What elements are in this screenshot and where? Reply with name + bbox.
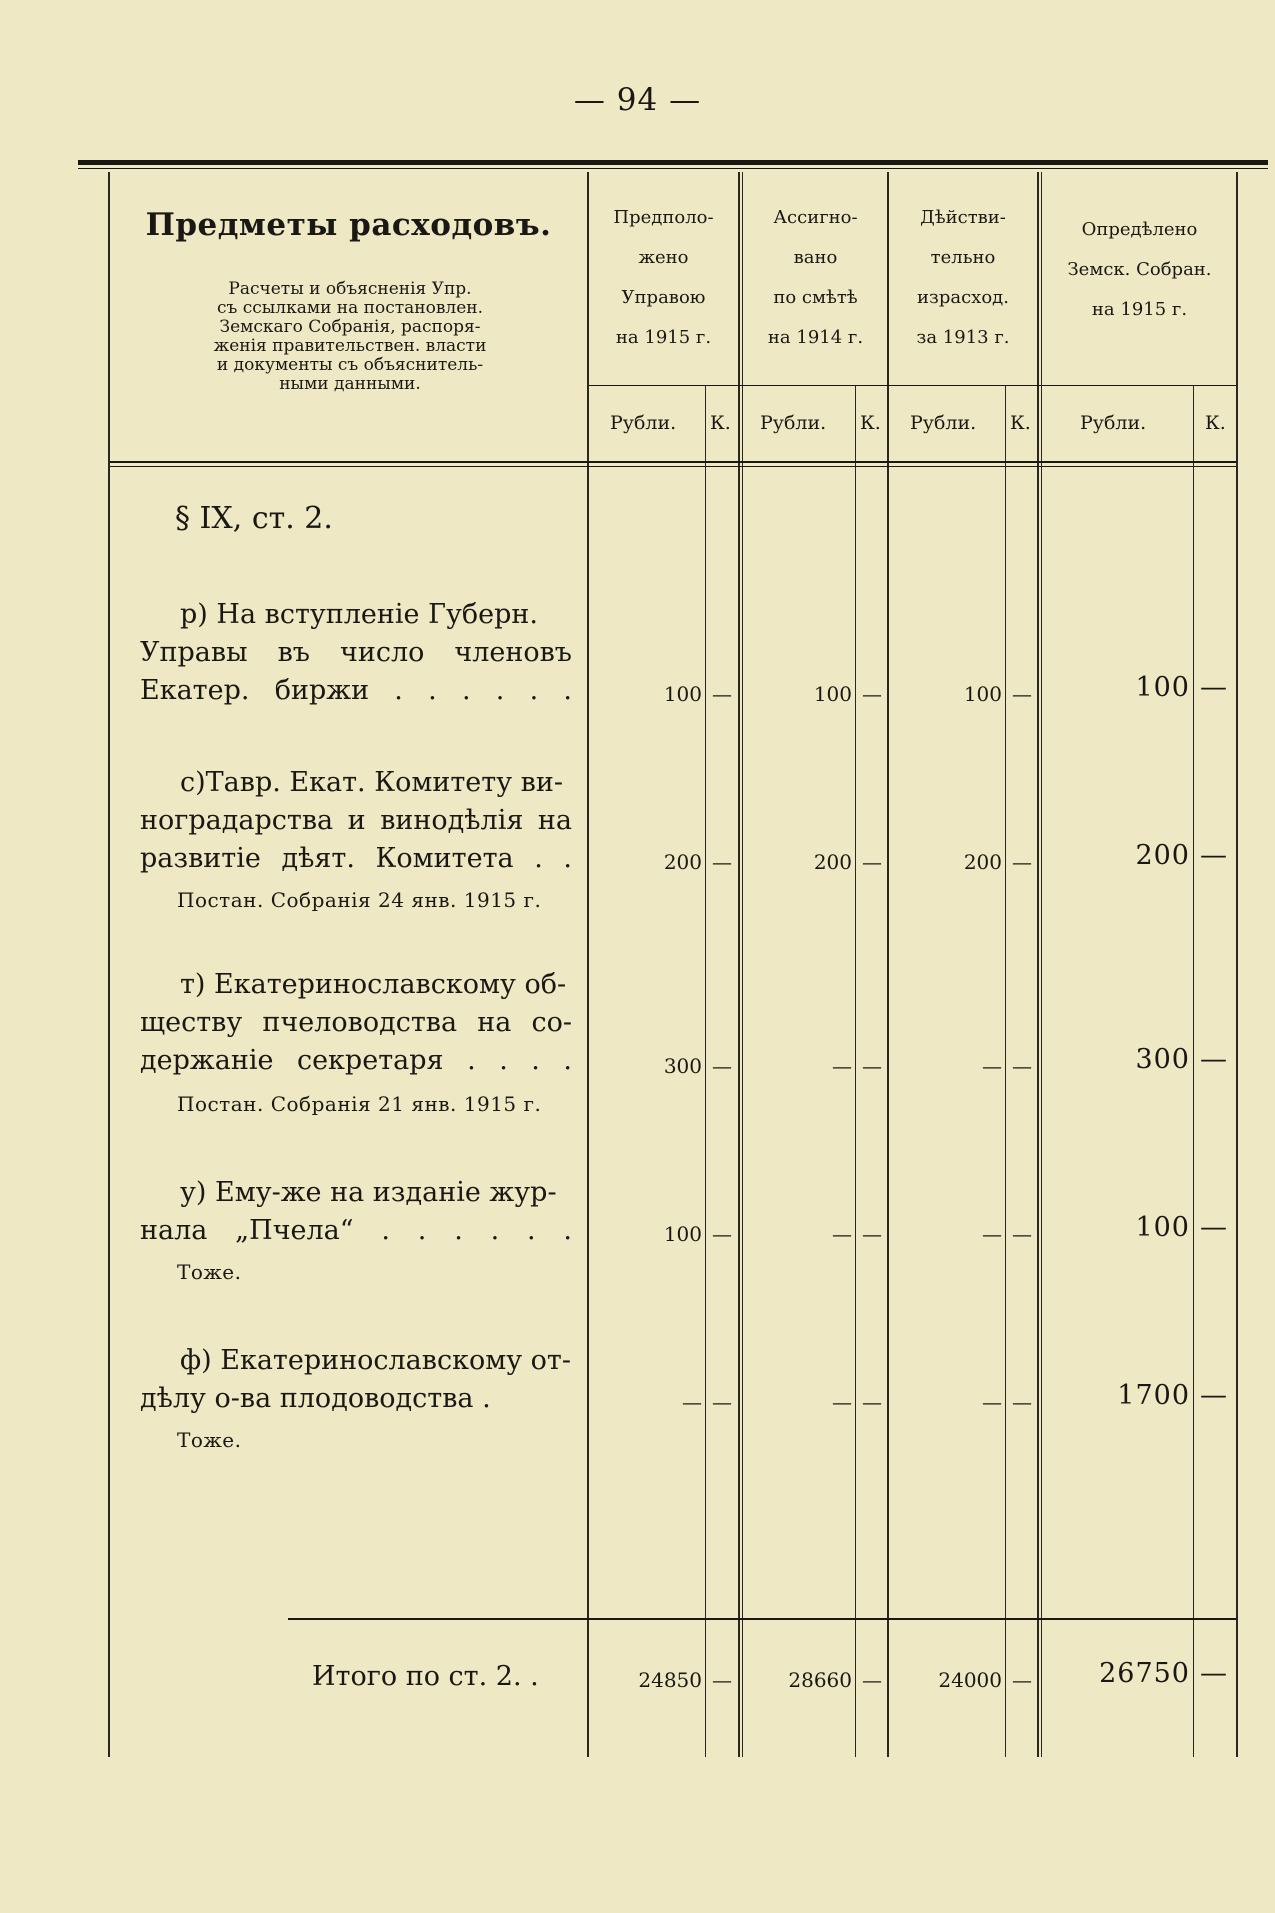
entry-t-note: Постан. Собранія 21 янв. 1915 г. [177, 1092, 542, 1116]
entry-s-determined-kop: — [1200, 840, 1227, 871]
table-border-left [108, 172, 110, 1757]
header-subtitle: Расчеты и объясненія Упр. съ ссылками на постановлен. Земскаго Собранія, распоря- женія правительствен. власти и документы съ объяснитель- ными данными. [213, 279, 487, 394]
column-header-proposed: Предполо- жено Управою на 1915 г. [613, 207, 714, 348]
col-divider-4 [1037, 172, 1039, 1757]
header-unit-rule [589, 385, 1236, 386]
entry-t-determined: 300 [1135, 1044, 1190, 1075]
entry-r-determined: 100 [1135, 672, 1190, 703]
entry-f-determined-kop: — [1200, 1380, 1227, 1411]
entry-u-assigned-kop: — [862, 1222, 882, 1246]
entry-s-proposed: 200 [663, 850, 702, 874]
column-header-spent: Дѣйстви- тельно израсход. за 1913 г. [916, 207, 1010, 348]
col-divider-2 [738, 172, 740, 1757]
entry-t-proposed-kop: — [712, 1054, 732, 1078]
entry-u-proposed: 100 [663, 1222, 702, 1246]
entry-r-spent: 100 [963, 682, 1002, 706]
entry-s-determined: 200 [1135, 840, 1190, 871]
entry-t-spent: — [982, 1054, 1002, 1078]
entry-f-assigned-kop: — [862, 1390, 882, 1414]
entry-t-assigned: — [832, 1054, 852, 1078]
column-header-determined: Опредѣлено Земск. Собран. на 1915 г. [1067, 219, 1212, 320]
total-determined-kop: — [1200, 1658, 1227, 1689]
entry-r-assigned: 100 [813, 682, 852, 706]
column-header-assigned: Ассигно- вано по смѣтѣ на 1914 г. [767, 207, 864, 348]
entry-s-assigned: 200 [813, 850, 852, 874]
entry-t-assigned-kop: — [862, 1054, 882, 1078]
col-divider-3 [887, 172, 889, 1757]
entry-f-spent: — [982, 1390, 1002, 1414]
entry-t: т) Екатеринославскому об- ществу пчеловодства на со- держаніе секретаря . . . . [140, 969, 572, 1076]
entry-f-assigned: — [832, 1390, 852, 1414]
total-assigned: 28660 [788, 1668, 852, 1692]
entry-f: ф) Екатеринославскому от- дѣлу о-ва плодоводства . [140, 1345, 571, 1414]
entry-u-proposed-kop: — [712, 1222, 732, 1246]
entry-s-spent: 200 [963, 850, 1002, 874]
entry-r-spent-kop: — [1012, 682, 1032, 706]
top-rule-thin [78, 168, 1268, 169]
entry-s-assigned-kop: — [862, 850, 882, 874]
total-proposed-kop: — [712, 1668, 732, 1692]
header-bottom-rule [110, 461, 1236, 463]
col-divider-1 [587, 172, 589, 1757]
table-border-right [1236, 172, 1238, 1757]
kop-divider-1 [705, 385, 706, 1757]
entry-s-spent-kop: — [1012, 850, 1032, 874]
unit-rubles-4: Рубли. [1080, 412, 1147, 434]
entry-r: р) На вступленіе Губерн. Управы въ число членовъ Екатер. биржи . . . . . . [140, 599, 572, 706]
entry-s-note: Постан. Собранія 24 янв. 1915 г. [177, 888, 542, 912]
entry-u-note: Тоже. [177, 1260, 242, 1284]
entry-u: у) Ему-же на изданіе жур- нала „Пчела“ . . . . . . [140, 1177, 572, 1246]
top-rule [78, 160, 1268, 165]
header-title: Предметы расходовъ. [145, 207, 552, 243]
entry-f-spent-kop: — [1012, 1390, 1032, 1414]
entry-f-determined: 1700 [1117, 1380, 1190, 1411]
entry-f-note: Тоже. [177, 1428, 242, 1452]
total-assigned-kop: — [862, 1668, 882, 1692]
page-number: — 94 — [573, 82, 702, 118]
unit-rubles-3: Рубли. [910, 412, 977, 434]
entry-u-determined: 100 [1135, 1212, 1190, 1243]
header-bottom-rule-2 [110, 466, 1236, 467]
total-rule [288, 1618, 1236, 1620]
unit-rubles-1: Рубли. [610, 412, 677, 434]
entry-r-assigned-kop: — [862, 682, 882, 706]
entry-s-proposed-kop: — [712, 850, 732, 874]
col-divider-2b [742, 172, 743, 1757]
unit-kop-1: К. [710, 412, 731, 434]
entry-r-proposed-kop: — [712, 682, 732, 706]
unit-kop-3: К. [1010, 412, 1031, 434]
unit-kop-4: К. [1205, 412, 1226, 434]
entry-f-proposed: — [682, 1390, 702, 1414]
entry-u-assigned: — [832, 1222, 852, 1246]
total-determined: 26750 [1099, 1658, 1190, 1689]
col-divider-4b [1041, 172, 1042, 1757]
total-spent-kop: — [1012, 1668, 1032, 1692]
unit-rubles-2: Рубли. [760, 412, 827, 434]
unit-kop-2: К. [860, 412, 881, 434]
entry-t-spent-kop: — [1012, 1054, 1032, 1078]
total-spent: 24000 [938, 1668, 1002, 1692]
kop-divider-4 [1193, 385, 1194, 1757]
entry-f-proposed-kop: — [712, 1390, 732, 1414]
entry-u-determined-kop: — [1200, 1212, 1227, 1243]
entry-u-spent-kop: — [1012, 1222, 1032, 1246]
entry-s: с)Тавр. Екат. Комитету ви- ноградарства и винодѣлія на развитіе дѣят. Комитета . . [140, 767, 572, 874]
entry-r-determined-kop: — [1200, 672, 1227, 703]
entry-t-determined-kop: — [1200, 1044, 1227, 1075]
section-heading: § IX, ст. 2. [175, 501, 333, 536]
total-label: Итого по ст. 2. . [312, 1661, 539, 1692]
entry-t-proposed: 300 [663, 1054, 702, 1078]
entry-u-spent: — [982, 1222, 1002, 1246]
entry-r-proposed: 100 [663, 682, 702, 706]
total-proposed: 24850 [638, 1668, 702, 1692]
